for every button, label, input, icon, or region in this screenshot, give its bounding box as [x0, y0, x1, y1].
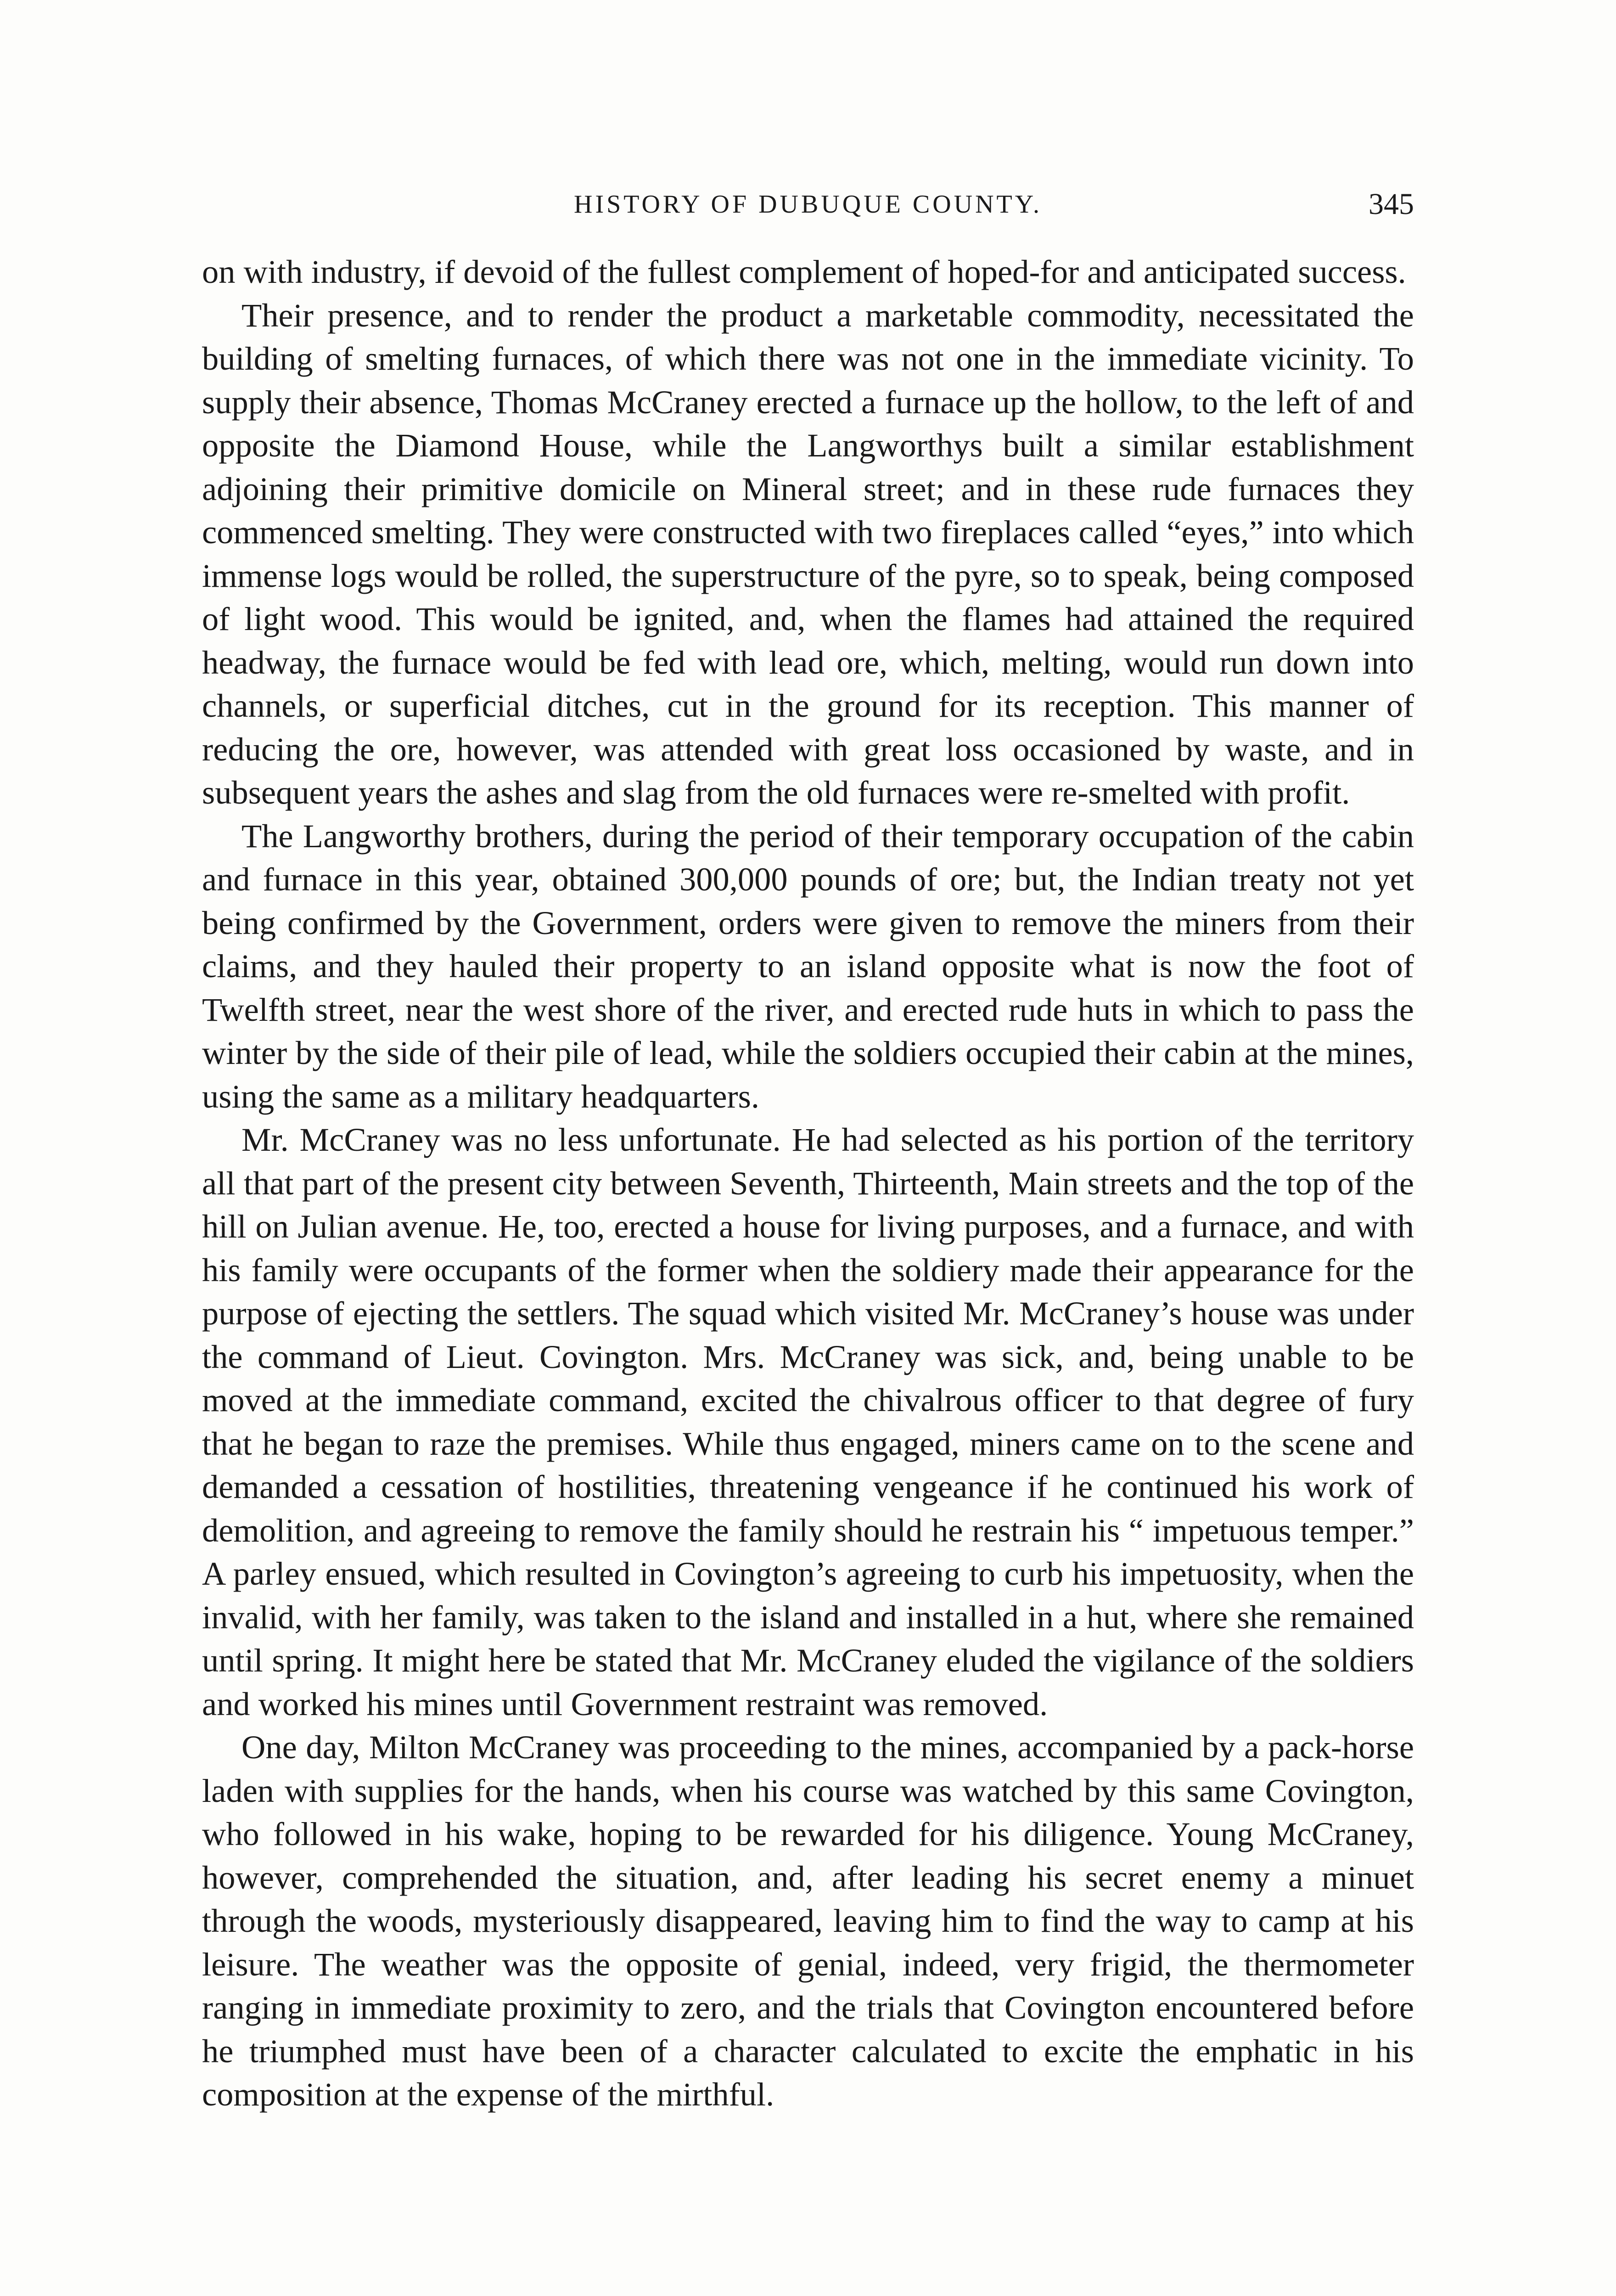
paragraph-langworthy-brothers: The Langworthy brothers, during the period of their temporary occupation of the cabin and furnace in this year, obtained 300,000 pounds of ore; but, the Indian treaty not yet being confirmed by the Government, orders were given to remove the miners from their claims, and they hauled their property to an island opposite what is now the foot of Twelfth street, near the west shore of the river, and erected rude huts in which to pass the winter by the side of their pile of lead, while the soldiers occupied their cabin at the mines, using the same as a military headquarters.: [202, 817, 1414, 1115]
paragraph-continuation: on with industry, if devoid of the fullest complement of hoped-for and anticipated success.: [202, 253, 1406, 290]
paragraph-smelting-furnaces: Their presence, and to render the product a marketable commodity, necessitated the building of smelting furnaces, of which there was not one in the immediate vicinity. To supply their absence, Thomas McCraney erected a furnace up the hollow, to the left of and opposite the Diamond House, while the Langworthys built a similar establishment adjoining their primitive domicile on Mineral street; and in these rude furnaces they commenced smelting. They were constructed with two fireplaces called “eyes,” into which immense logs would be rolled, the superstructure of the pyre, so to speak, being composed of light wood. This would be ignited, and, when the flames had attained the required headway, the furnace would be fed with lead ore, which, melting, would run down into channels, or superficial ditches, cut in the ground for its reception. This manner of reducing the ore, however, was attended with great loss occasioned by waste, and in subsequent years the ashes and slag from the old furnaces were re-smelted with profit.: [202, 296, 1414, 811]
running-title: HISTORY OF DUBUQUE COUNTY.: [574, 190, 1042, 219]
page-header: [202, 184, 1414, 225]
page-number: 345: [1369, 187, 1414, 221]
paragraph-milton-mccraney: One day, Milton McCraney was proceeding to the mines, accompanied by a pack-horse laden with supplies for the hands, when his course was watched by this same Covington, who followed in his wake, hoping to be rewarded for his diligence. Young McCraney, however, comprehended the situation, and, after leading his secret enemy a minuet through the woods, mysteriously disappeared, leaving him to find the way to camp at his leisure. The weather was the opposite of genial, indeed, very frigid, the thermometer ranging in immediate proximity to zero, and the trials that Covington encountered before he triumphed must have been of a character calculated to excite the emphatic in his composition at the expense of the mirthful.: [202, 1728, 1414, 2113]
paragraph-mccraney-eviction: Mr. McCraney was no less unfortunate. He had selected as his portion of the territory all that part of the present city between Seventh, Thirteenth, Main streets and the top of the hill on Julian avenue. He, too, erected a house for living purposes, and a furnace, and with his family were occupants of the former when the soldiery made their appearance for the purpose of ejecting the settlers. The squad which visited Mr. McCraney’s house was under the command of Lieut. Covington. Mrs. McCraney was sick, and, being unable to be moved at the immediate command, excited the chivalrous officer to that degree of fury that he began to raze the premises. While thus engaged, miners came on to the scene and demanded a cessation of hostilities, threatening vengeance if he continued his work of demolition, and agreeing to remove the family should he restrain his “ impetuous temper.” A parley ensued, which resulted in Covington’s agreeing to curb his impetuosity, when the invalid, with her family, was taken to the island and installed in a hut, where she remained until spring. It might here be stated that Mr. McCraney eluded the vigilance of the soldiers and worked his mines until Government restraint was removed.: [202, 1121, 1414, 1722]
body-text: [202, 250, 1414, 2116]
